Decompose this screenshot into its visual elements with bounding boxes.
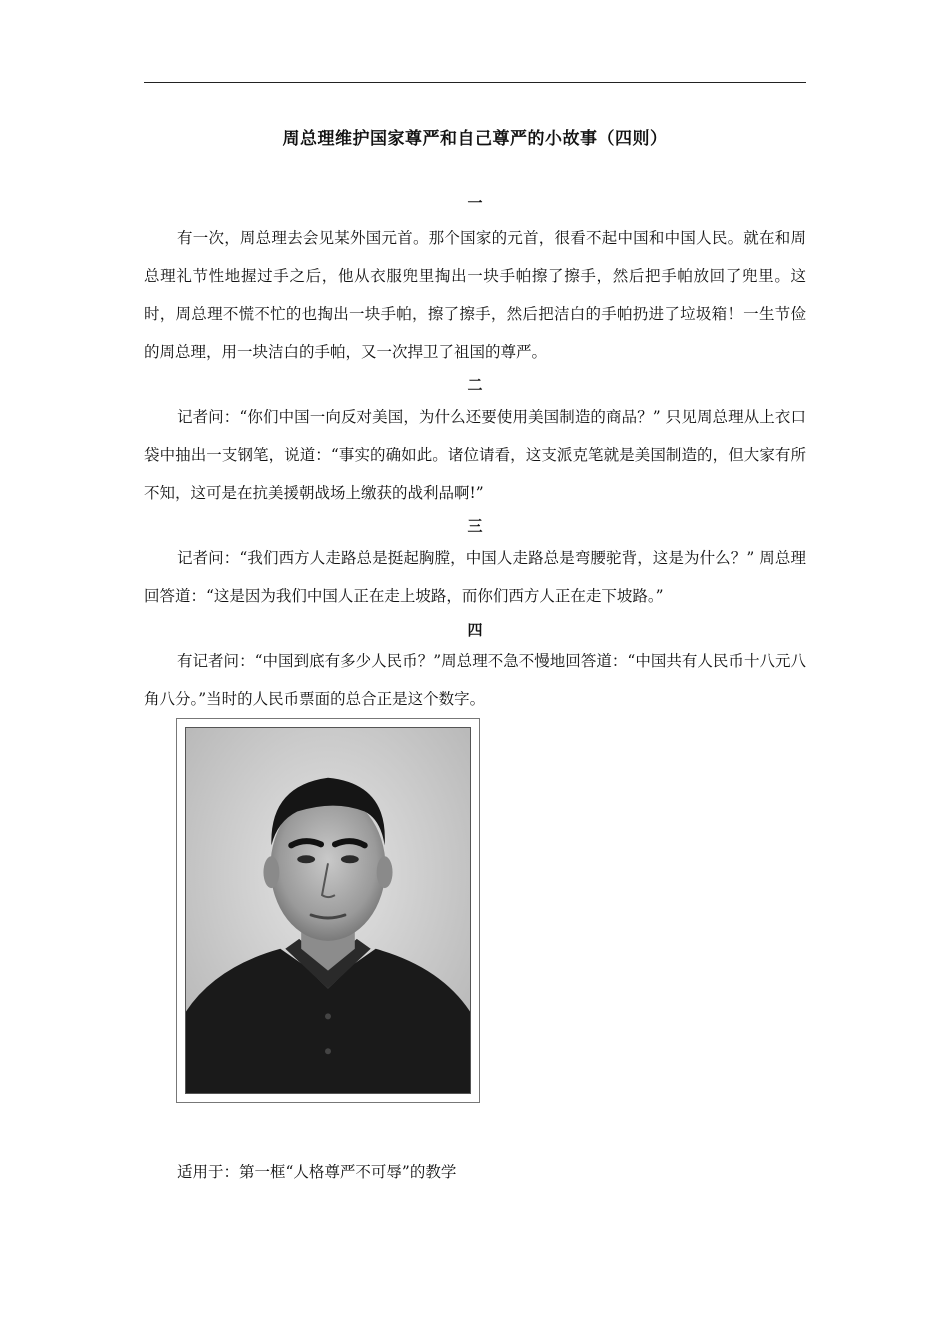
- portrait-photo-frame: [176, 718, 480, 1103]
- header-rule: [144, 82, 806, 83]
- story-number-2: 二: [467, 376, 483, 394]
- story-number-1: 一: [467, 194, 483, 212]
- story-number-4: 四: [467, 621, 483, 639]
- story-text-4: 有记者问：“中国到底有多少人民币？”周总理不急不慢地回答道：“中国共有人民币十八元八角八分。”当时的人民币票面的总合正是这个数字。: [144, 652, 806, 708]
- story-text-3: 记者问：“我们西方人走路总是挺起胸膛，中国人走路总是弯腰驼背，这是为什么？” 周总理回答道：“这是因为我们中国人正在走上坡路，而你们西方人正在走下坡路。”: [144, 549, 806, 605]
- story-text-2: 记者问：“你们中国一向反对美国，为什么还要使用美国制造的商品？” 只见周总理从上衣口袋中抽出一支钢笔，说道：“事实的确如此。诸位请看，这支派克笔就是美国制造的，但大家有所不知，这可是在抗美援朝战场上缴获的战利品啊!”: [144, 408, 806, 502]
- story-number-3: 三: [467, 517, 483, 535]
- page-title: 周总理维护国家尊严和自己尊严的小故事（四则）: [282, 129, 668, 149]
- portrait-photo: [185, 727, 471, 1094]
- usage-note: 适用于：第一框“人格尊严不可辱”的教学: [177, 1163, 457, 1181]
- story-text-1: 有一次，周总理去会见某外国元首。那个国家的元首，很看不起中国和中国人民。就在和周总理礼节性地握过手之后，他从衣服兜里掏出一块手帕擦了擦手，然后把手帕放回了兜里。这时，周总理不慌不忙的也掏出一块手帕，擦了擦手，然后把洁白的手帕扔进了垃圾箱！一生节俭的周总理，用一块洁白的手帕，又一次捍卫了祖国的尊严。: [144, 229, 806, 361]
- portrait-illustration: [186, 728, 470, 1093]
